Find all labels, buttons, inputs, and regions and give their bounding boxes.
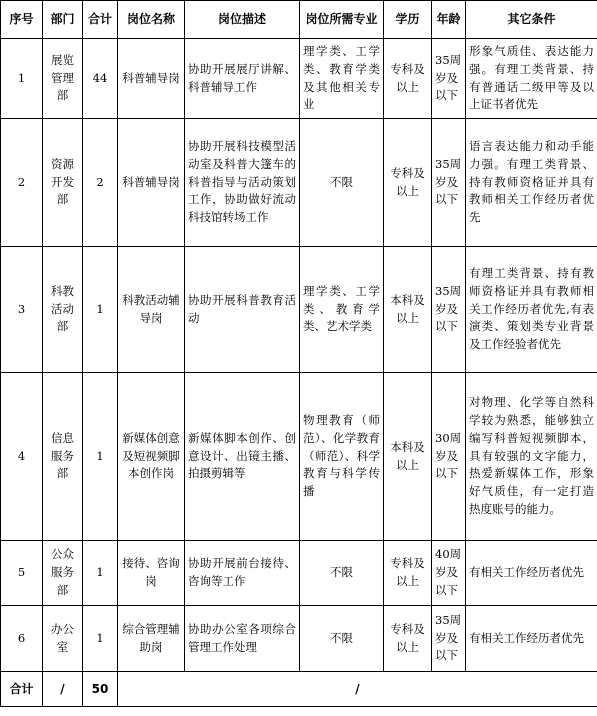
cell-dept: 展览管理部 [43, 39, 83, 119]
cell-title: 科普辅导岗 [118, 119, 185, 247]
cell-age: 30周岁及以下 [432, 373, 466, 541]
cell-age: 35周岁及以下 [432, 119, 466, 247]
cell-desc: 协助开展前台接待、咨询等工作 [185, 541, 300, 606]
cell-count: 1 [83, 247, 118, 373]
total-dept: / [43, 672, 83, 707]
cell-other: 有相关工作经历者优先 [466, 606, 597, 672]
table-row [1, 541, 597, 606]
cell-title: 接待、咨询岗 [118, 541, 185, 606]
cell-dept: 公众服务部 [43, 541, 83, 606]
table-row [1, 247, 597, 373]
cell-count: 2 [83, 119, 118, 247]
cell-dept: 科教活动部 [43, 247, 83, 373]
cell-count: 1 [83, 373, 118, 541]
header-row [1, 1, 597, 39]
header-desc: 岗位描述 [185, 1, 300, 39]
cell-title: 科教活动辅导岗 [118, 247, 185, 373]
cell-title: 新媒体创意及短视频脚本创作岗 [118, 373, 185, 541]
cell-age: 40周岁及以下 [432, 541, 466, 606]
cell-desc: 协助开展展厅讲解、科普辅导工作 [185, 39, 300, 119]
cell-edu: 专科及以上 [384, 119, 432, 247]
cell-other: 语言表达能力和动手能力强。有理工类背景、持有教师资格证并具有教师相关工作经历者优先 [466, 119, 597, 247]
total-row [1, 672, 597, 707]
header-major: 岗位所需专业 [300, 1, 384, 39]
cell-count: 44 [83, 39, 118, 119]
header-title: 岗位名称 [118, 1, 185, 39]
cell-desc: 协助办公室各项综合管理工作处理 [185, 606, 300, 672]
cell-dept: 资源开发部 [43, 119, 83, 247]
cell-major: 理学类、工学类、教育学类及其他相关专业 [300, 39, 384, 119]
cell-major: 物理教育（师范）、化学教育（师范）、科学教育与科学传播 [300, 373, 384, 541]
cell-major: 不限 [300, 119, 384, 247]
cell-other: 形象气质佳、表达能力强。有理工类背景、持有普通话二级甲等及以上证书者优先 [466, 39, 597, 119]
cell-no: 2 [1, 119, 43, 247]
cell-other: 有相关工作经历者优先 [466, 541, 597, 606]
header-age: 年龄 [432, 1, 466, 39]
cell-edu: 专科及以上 [384, 541, 432, 606]
cell-edu: 本科及以上 [384, 373, 432, 541]
cell-no: 4 [1, 373, 43, 541]
cell-desc: 协助开展科普教育活动 [185, 247, 300, 373]
header-other: 其它条件 [466, 1, 597, 39]
header-dept: 部门 [43, 1, 83, 39]
cell-major: 不限 [300, 541, 384, 606]
total-count: 50 [83, 672, 118, 707]
cell-no: 5 [1, 541, 43, 606]
cell-edu: 专科及以上 [384, 39, 432, 119]
cell-age: 35周岁及以下 [432, 39, 466, 119]
cell-count: 1 [83, 541, 118, 606]
cell-desc: 协助开展科技模型活动室及科普大篷车的科普指导与活动策划工作，协助做好流动科技馆转场工作 [185, 119, 300, 247]
cell-other: 对物理、化学等自然科学较为熟悉，能够独立编写科普短视频脚本，具有较强的文字能力，热爱新媒体工作，形象好气质佳，有一定打造热度账号的能力。 [466, 373, 597, 541]
table-row [1, 606, 597, 672]
header-no: 序号 [1, 1, 43, 39]
cell-age: 35周岁及以下 [432, 606, 466, 672]
header-count: 合计 [83, 1, 118, 39]
cell-no: 6 [1, 606, 43, 672]
cell-major: 不限 [300, 606, 384, 672]
cell-major: 理学类、工学类、教育学类、艺术学类 [300, 247, 384, 373]
table-row [1, 373, 597, 541]
cell-other: 有理工类背景、持有教师资格证并具有教师相关工作经历者优先,有表演类、策划类专业背景及工作经验者优先 [466, 247, 597, 373]
cell-count: 1 [83, 606, 118, 672]
cell-no: 1 [1, 39, 43, 119]
total-label: 合计 [1, 672, 43, 707]
header-edu: 学历 [384, 1, 432, 39]
cell-age: 35周岁及以下 [432, 247, 466, 373]
cell-desc: 新媒体脚本创作、创意设计、出镜主播、拍摄剪辑等 [185, 373, 300, 541]
total-rest: / [118, 672, 597, 707]
cell-no: 3 [1, 247, 43, 373]
cell-edu: 专科及以上 [384, 606, 432, 672]
table-row [1, 39, 597, 119]
table-row [1, 119, 597, 247]
cell-title: 综合管理辅助岗 [118, 606, 185, 672]
cell-dept: 办公室 [43, 606, 83, 672]
cell-title: 科普辅导岗 [118, 39, 185, 119]
cell-edu: 本科及以上 [384, 247, 432, 373]
cell-dept: 信息服务部 [43, 373, 83, 541]
